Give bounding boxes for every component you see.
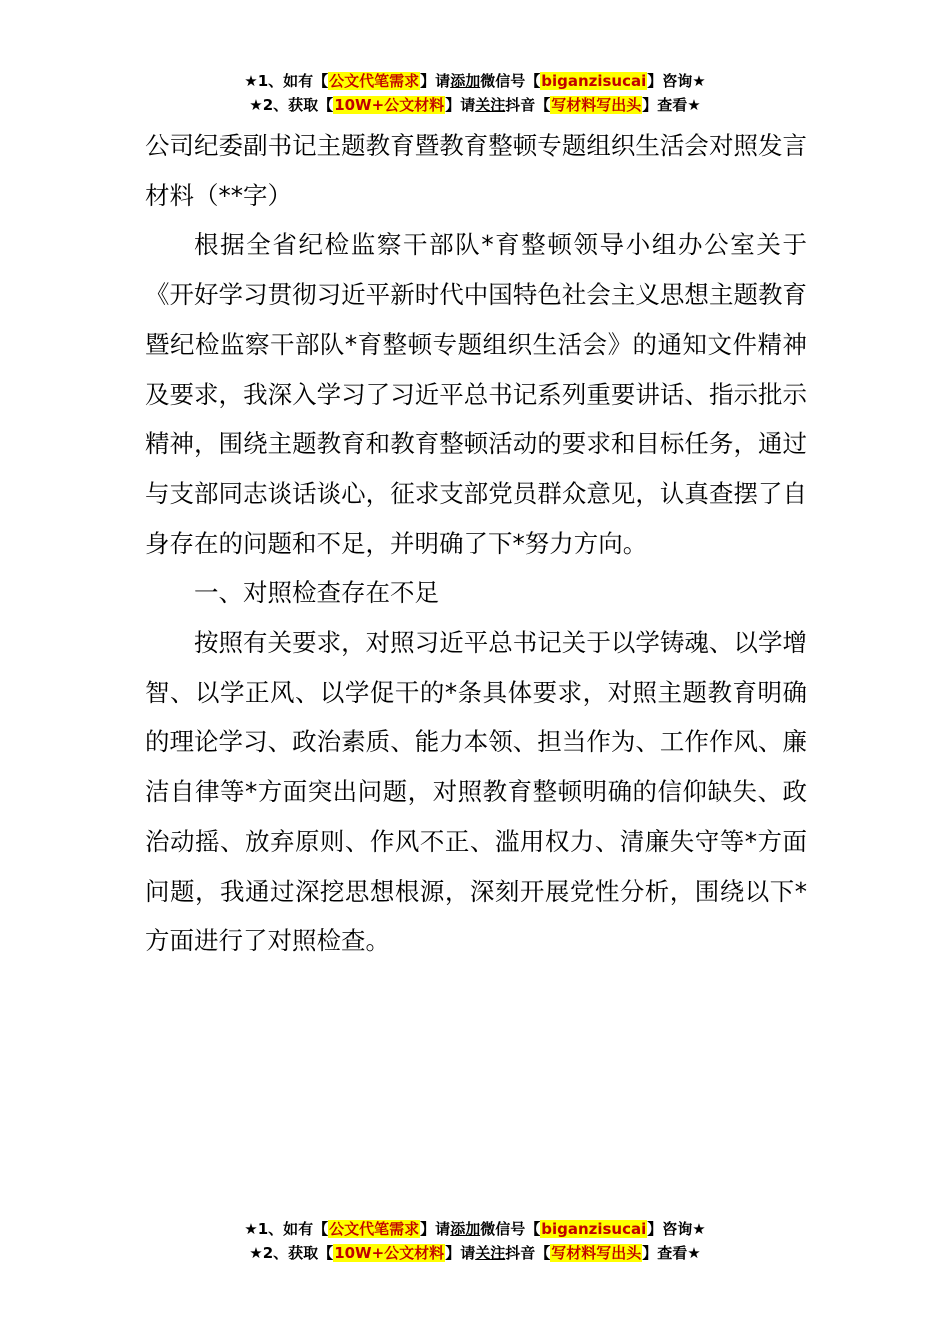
banner-text: ★2、获取【 (249, 96, 334, 114)
banner-underline: 关注 (475, 96, 506, 114)
section-heading: 一、对照检查存在不足 (194, 578, 439, 608)
intro-paragraph: 根据全省纪检监察干部队*育整顿领导小组办公室关于《开好学习贯彻习近平新时代中国特色社会主义思想主题教育暨纪检监察干部队*育整顿专题组织生活会》的通知文件精神及要求，我深入学习了习近平总书记系列重要讲话、指示批示精神，围绕主题教育和教育整顿活动的要求和目标任务，通过与支部同志谈话谈心，征求支部党员群众意见，认真查摆了自身存在的问题和不足，并明确了下*努力方向。 (145, 230, 807, 558)
banner-line-1 (0, 69, 950, 93)
banner-highlight: 10W+公文材料 (334, 1244, 445, 1262)
document-title: 公司纪委副书记主题教育暨教育整顿专题组织生活会对照发言材料（**字） (145, 131, 807, 210)
banner-highlight: biganzisucai (541, 72, 647, 90)
header-banner (0, 69, 950, 117)
banner-line-1 (0, 1217, 950, 1241)
banner-text: 】查看★ (642, 96, 701, 114)
banner-text: 】请 (445, 1244, 476, 1262)
banner-text: 抖音【 (505, 1244, 551, 1262)
banner-highlight: 写材料写出头 (551, 96, 642, 114)
banner-text: 】请 (445, 96, 476, 114)
banner-text: 微信号【 (480, 72, 541, 90)
banner-text: 】咨询★ (647, 72, 706, 90)
banner-highlight: biganzisucai (541, 1220, 647, 1238)
banner-underline: 添加 (450, 72, 481, 90)
banner-text: ★2、获取【 (249, 1244, 334, 1262)
banner-text: ★1、如有【 (244, 72, 329, 90)
banner-underline: 关注 (475, 1244, 506, 1262)
banner-text: 】请 (420, 72, 451, 90)
banner-highlight: 写材料写出头 (551, 1244, 642, 1262)
banner-line-2 (0, 93, 950, 117)
banner-text: ★1、如有【 (244, 1220, 329, 1238)
banner-underline: 添加 (450, 1220, 481, 1238)
footer-banner (0, 1217, 950, 1265)
banner-text: 抖音【 (505, 96, 551, 114)
banner-line-2 (0, 1241, 950, 1265)
banner-highlight: 公文代笔需求 (329, 1220, 420, 1238)
banner-text: 】咨询★ (647, 1220, 706, 1238)
banner-text: 】查看★ (642, 1244, 701, 1262)
banner-text: 】请 (420, 1220, 451, 1238)
banner-highlight: 10W+公文材料 (334, 96, 445, 114)
section-paragraph: 按照有关要求，对照习近平总书记关于以学铸魂、以学增智、以学正风、以学促干的*条具体要求，对照主题教育明确的理论学习、政治素质、能力本领、担当作为、工作作风、廉洁自律等*方面突出问题，对照教育整顿明确的信仰缺失、政治动摇、放弃原则、作风不正、滥用权力、清廉失守等*方面问题，我通过深挖思想根源，深刻开展党性分析，围绕以下*方面进行了对照检查。 (145, 628, 807, 956)
banner-highlight: 公文代笔需求 (329, 72, 420, 90)
banner-text: 微信号【 (480, 1220, 541, 1238)
document-body (145, 121, 807, 966)
